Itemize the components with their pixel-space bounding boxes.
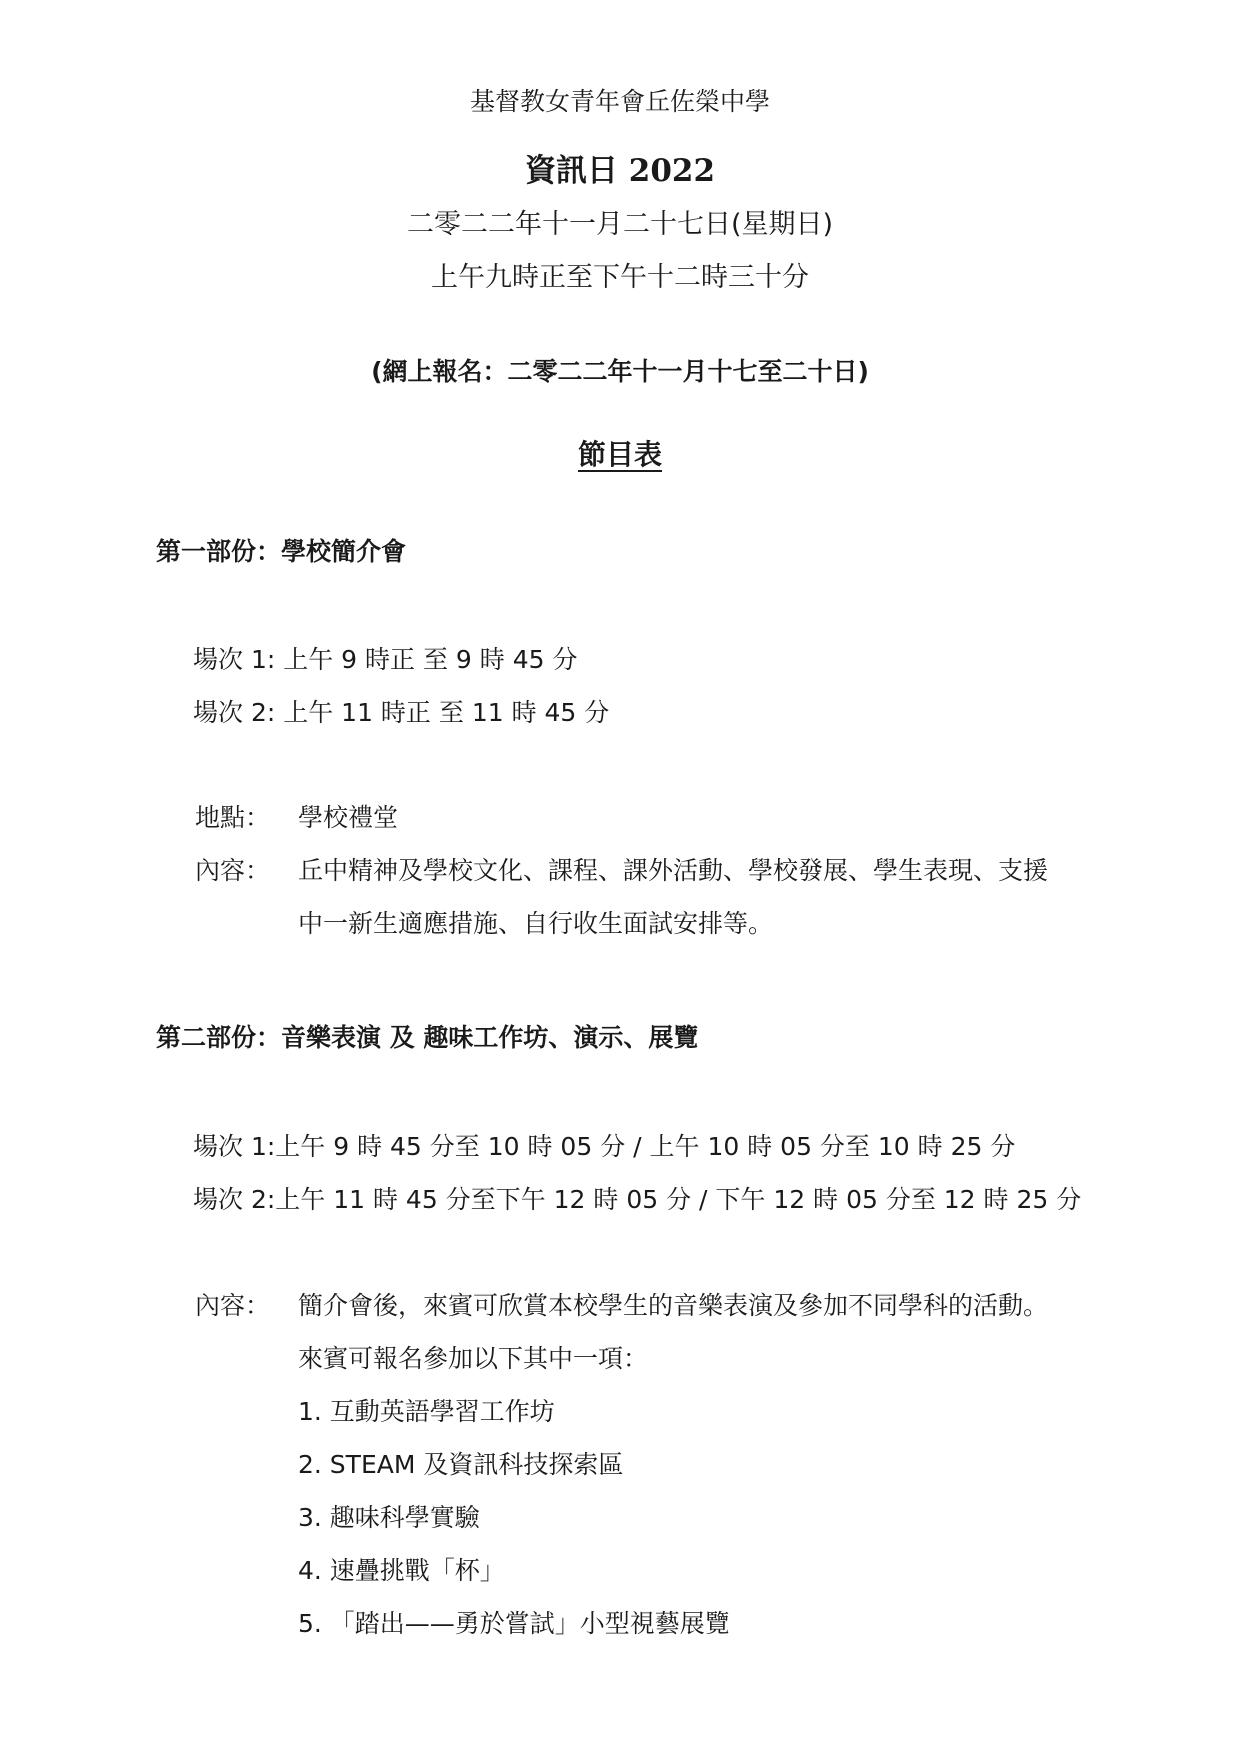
title-text: 資訊日 (524, 153, 629, 189)
part2-content-line-2: 來賓可報名參加以下其中一項： (298, 1344, 649, 1373)
list-item: 4. 速疊挑戰「杯」 (298, 1556, 505, 1585)
part1-content-line-2: 中一新生適應措施、自行收生面試安排等。 (298, 909, 774, 938)
list-item: 2. STEAM 及資訊科技探索區 (298, 1450, 624, 1479)
page-title (0, 145, 1240, 190)
part1-heading: 第一部份：學校簡介會 (156, 537, 407, 566)
registration-period: (網上報名：二零二二年十一月十七至二十日) (371, 357, 869, 386)
part2-session-1: 場次 1:上午 9 時 45 分至 10 時 05 分 / 上午 10 時 05 分至 10 時 25 分 (193, 1132, 1016, 1161)
part2-content-line-1: 簡介會後，來賓可欣賞本校學生的音樂表演及參加不同學科的活動。 (298, 1291, 1049, 1320)
part1-content-label: 內容： (195, 856, 271, 885)
location-value: 學校禮堂 (298, 803, 399, 832)
programme-title (0, 433, 1240, 473)
list-item: 1. 互動英語學習工作坊 (298, 1397, 555, 1426)
list-item: 5. 「踏出——勇於嘗試」小型視藝展覽 (298, 1609, 730, 1638)
part2-session-2: 場次 2:上午 11 時 45 分至下午 12 時 05 分 / 下午 12 時 05 分至 12 時 25 分 (193, 1185, 1082, 1214)
title-year: 2022 (628, 153, 716, 189)
part1-session-2: 場次 2: 上午 11 時正 至 11 時 45 分 (193, 698, 610, 727)
school-name: 基督教女青年會丘佐榮中學 (469, 87, 770, 116)
part2-heading: 第二部份：音樂表演 及 趣味工作坊、演示、展覽 (156, 1023, 699, 1052)
event-date: 二零二二年十一月二十七日(星期日) (406, 209, 834, 240)
event-time: 上午九時正至下午十二時三十分 (431, 262, 809, 293)
programme-title-text: 節目表 (577, 438, 662, 471)
part1-session-1: 場次 1: 上午 9 時正 至 9 時 45 分 (193, 645, 578, 674)
location-label: 地點： (195, 803, 271, 832)
part1-content-line-1: 丘中精神及學校文化、課程、課外活動、學校發展、學生表現、支援 (298, 856, 1049, 885)
list-item: 3. 趣味科學實驗 (298, 1503, 480, 1532)
part2-content-label: 內容： (195, 1291, 271, 1320)
